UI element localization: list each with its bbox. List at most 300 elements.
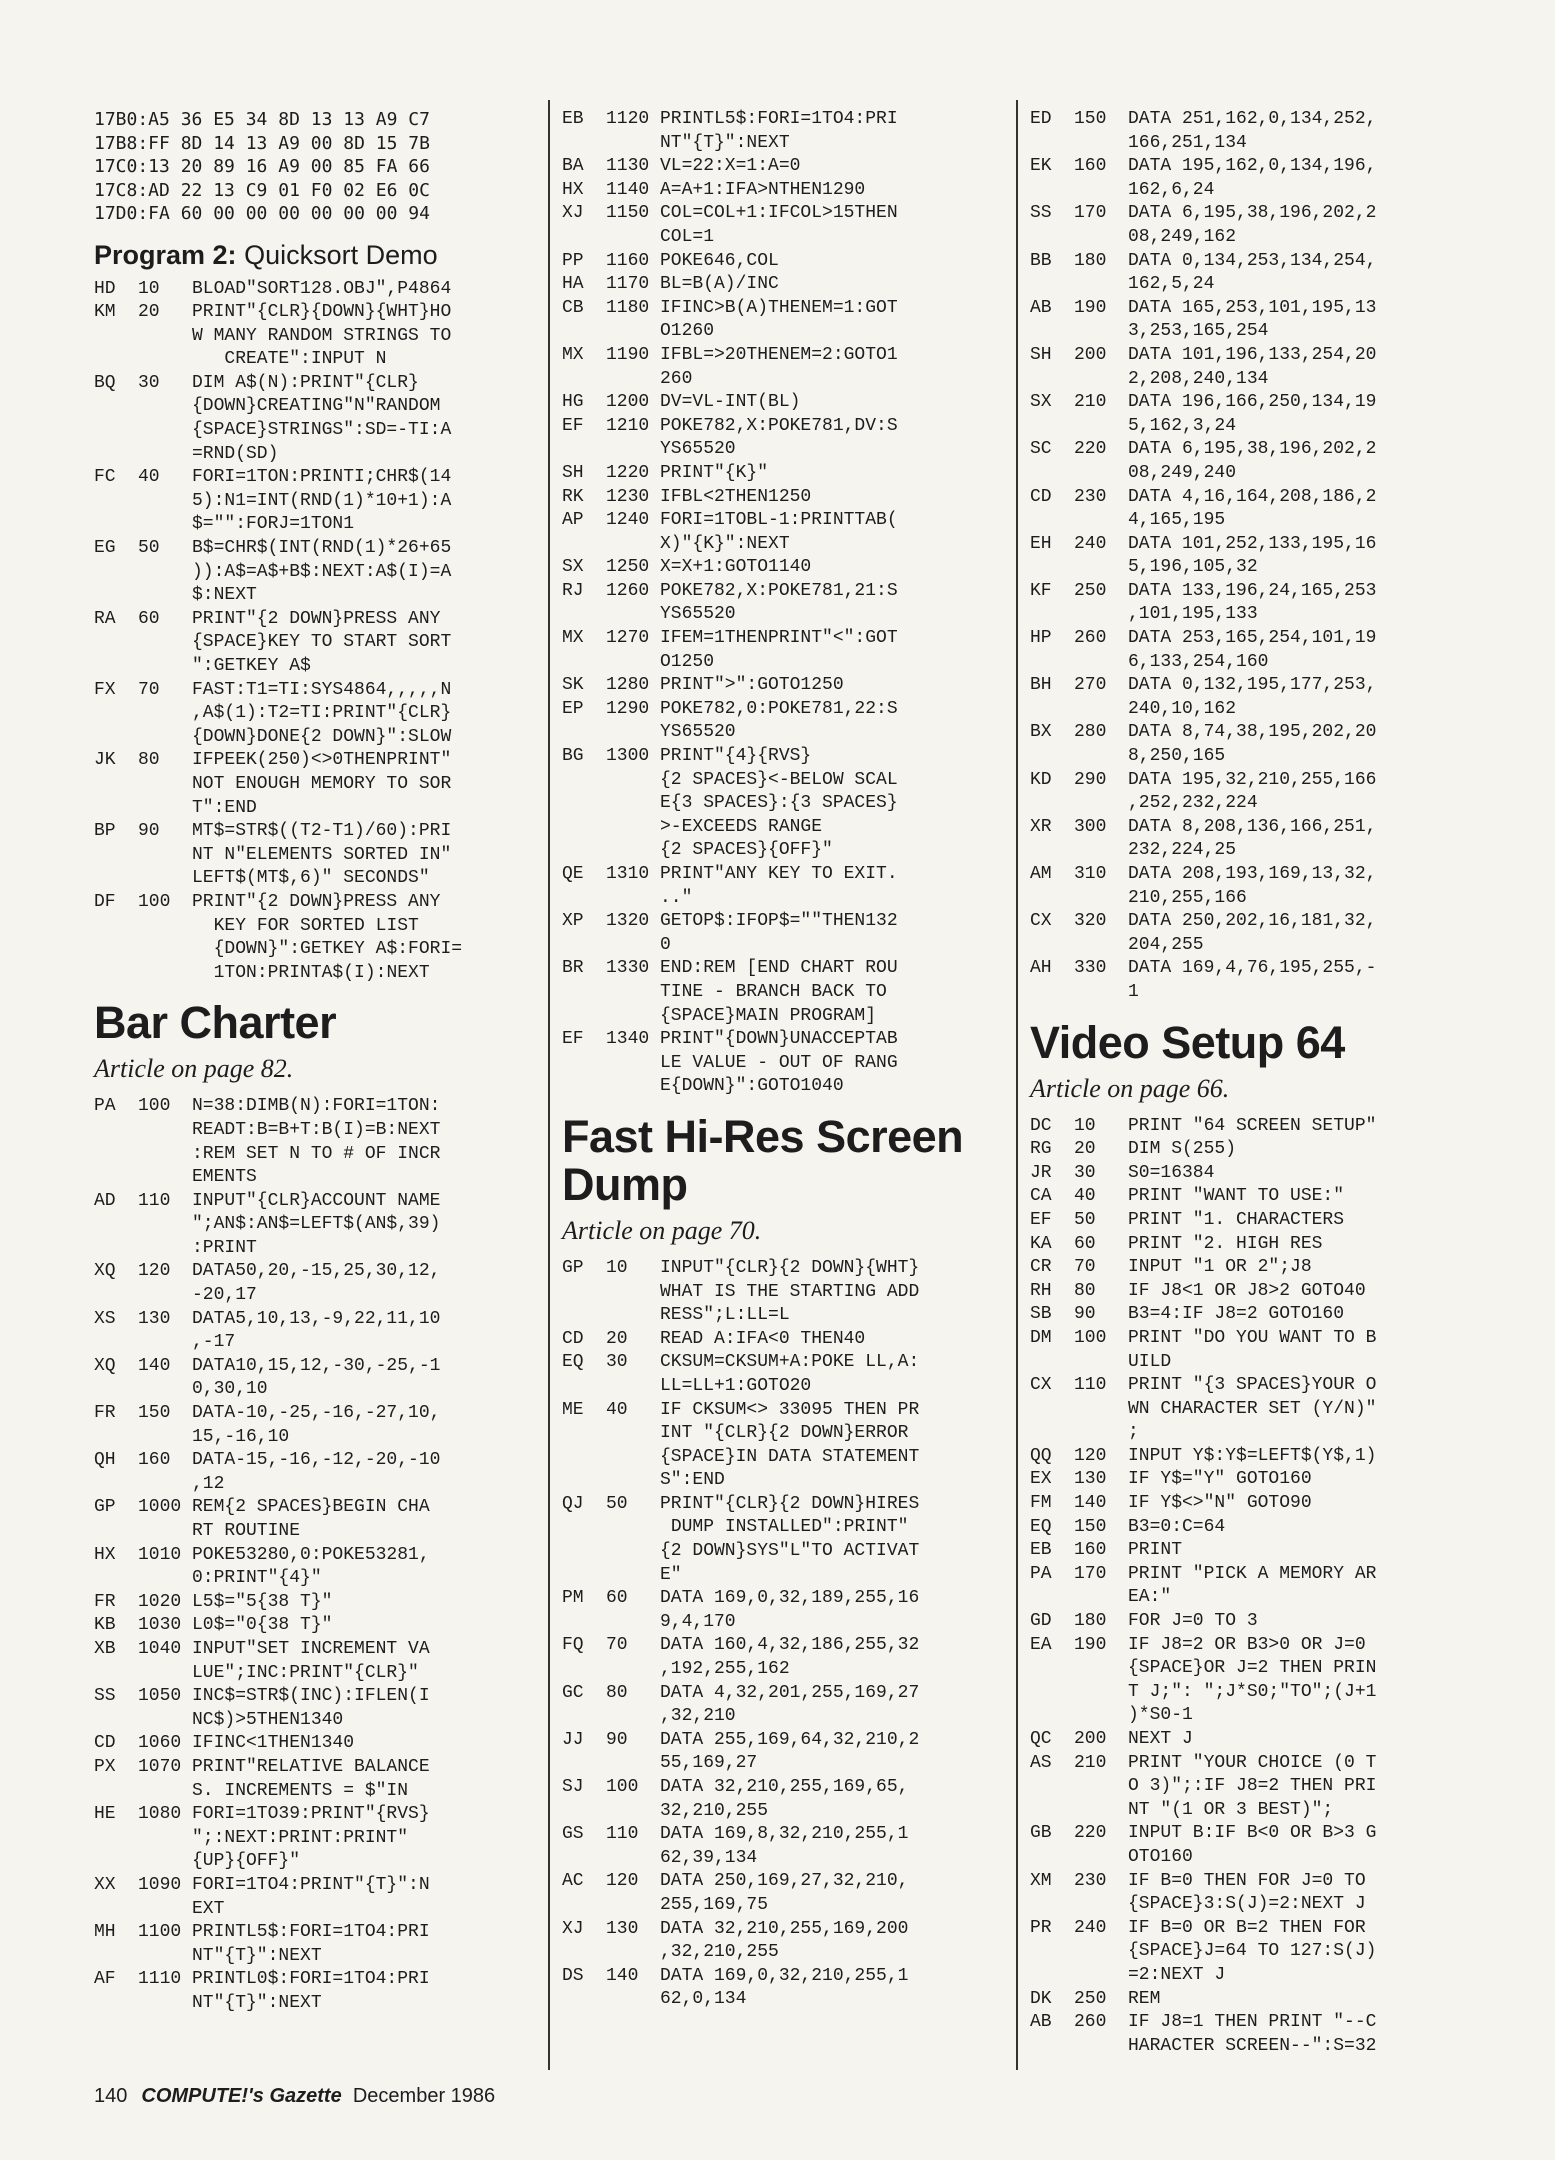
column-divider <box>1016 100 1018 2070</box>
checksum: FR <box>94 1591 116 1612</box>
line-number: 160 <box>1074 156 1107 177</box>
screen-dump-article-ref: Article on page 70. <box>562 1215 762 1245</box>
checksum: EX <box>1030 1469 1052 1490</box>
checksum: RJ <box>562 580 584 601</box>
code-text: NEXT J <box>1128 1729 1193 1749</box>
code-text: BL=B(A)/INC <box>660 274 779 295</box>
checksum: SK <box>562 675 584 696</box>
code-text: POKE782,X:POKE781,21:S YS65520 <box>660 580 898 625</box>
checksum: QE <box>562 864 584 884</box>
code-line <box>562 462 1014 486</box>
line-number: 70 <box>606 1635 628 1656</box>
code-line <box>1030 1327 1480 1374</box>
code-text: READ A:IFA<0 THEN40 <box>660 1328 866 1349</box>
code-text: B3=0:C=64 <box>1128 1516 1226 1537</box>
checksum: CB <box>562 297 584 318</box>
code-text: FORI=1TOBL-1:PRINTTAB( X)"{K}":NEXT <box>660 510 898 554</box>
code-text: DATA 169,8,32,210,255,1 62,39,134 <box>660 1824 909 1868</box>
line-number: 1300 <box>606 746 650 767</box>
code-text: DATA 250,202,16,181,32, 204,255 <box>1128 911 1377 955</box>
code-line <box>1030 816 1480 863</box>
checksum: EA <box>1030 1634 1052 1655</box>
code-text: DATA 101,196,133,254,20 2,208,240,134 <box>1128 344 1377 389</box>
line-number: 10 <box>138 278 160 299</box>
bar-charter-listing <box>94 1095 538 2015</box>
line-number: 1220 <box>606 462 650 483</box>
code-text: PRINT "1. CHARACTERS <box>1128 1209 1345 1230</box>
code-text: FORI=1TO4:PRINT"{T}":N EXT <box>192 1874 430 1919</box>
checksum: BR <box>562 958 584 979</box>
line-number: 250 <box>1074 1988 1107 2009</box>
line-number: 270 <box>1074 675 1107 696</box>
code-line <box>562 627 1014 674</box>
line-number: 130 <box>138 1308 171 1329</box>
code-line <box>1030 1610 1480 1634</box>
checksum: BA <box>562 156 584 177</box>
code-line <box>94 1638 538 1685</box>
checksum: SS <box>1030 203 1052 224</box>
code-text: PRINT"{CLR}{DOWN}{WHT}HO W MANY RANDOM STRINGS TO CREATE":INPUT N <box>192 302 452 370</box>
code-line <box>1030 1492 1480 1516</box>
line-number: 1330 <box>606 958 650 979</box>
checksum: PA <box>1030 1563 1052 1584</box>
line-number: 110 <box>1074 1375 1107 1396</box>
checksum: SX <box>562 557 584 578</box>
checksum: FR <box>94 1403 116 1424</box>
line-number: 180 <box>1074 250 1107 271</box>
code-text: POKE782,X:POKE781,DV:S YS65520 <box>660 415 898 460</box>
code-line <box>562 745 1014 863</box>
checksum: JK <box>94 750 116 771</box>
checksum: EK <box>1030 156 1052 177</box>
code-line <box>94 608 538 679</box>
line-number: 1110 <box>138 1969 182 1990</box>
code-line <box>1030 1822 1480 1869</box>
code-line <box>1030 1988 1480 2012</box>
code-text: INPUT"{CLR}ACCOUNT NAME ";AN$:AN$=LEFT$(AN$,39) :PRINT <box>192 1190 441 1258</box>
code-line <box>1030 344 1480 391</box>
code-line <box>562 202 1014 249</box>
line-number: 1050 <box>138 1686 182 1707</box>
line-number: 30 <box>1074 1162 1096 1183</box>
line-number: 80 <box>606 1682 628 1703</box>
line-number: 230 <box>1074 486 1107 507</box>
line-number: 1000 <box>138 1497 182 1518</box>
line-number: 1250 <box>606 557 650 578</box>
code-text: PRINT">":GOTO1250 <box>660 675 844 696</box>
line-number: 170 <box>1074 1563 1107 1584</box>
code-text: DATA10,15,12,-30,-25,-1 0,30,10 <box>192 1355 441 1400</box>
line-number: 230 <box>1074 1870 1107 1891</box>
checksum: GC <box>562 1682 584 1703</box>
code-text: IF J8=1 THEN PRINT "--C HARACTER SCREEN--":S=32 <box>1128 2012 1377 2056</box>
code-line <box>94 278 538 302</box>
page-footer <box>94 2085 495 2108</box>
code-text: FORI=1TO39:PRINT"{RVS} ";:NEXT:PRINT:PRINT" {UP}{OFF}" <box>192 1804 430 1872</box>
code-text: PRINT"{CLR}{2 DOWN}HIRES DUMP INSTALLED":PRINT" {2 DOWN}SYS"L"TO ACTIVAT E" <box>660 1493 920 1585</box>
line-number: 60 <box>606 1588 628 1609</box>
line-number: 110 <box>138 1190 171 1211</box>
code-line <box>1030 438 1480 485</box>
checksum: CD <box>1030 486 1052 507</box>
code-text: PRINT"ANY KEY TO EXIT. .." <box>660 864 898 908</box>
checksum: QQ <box>1030 1445 1052 1466</box>
code-text: IFPEEK(250)<>0THENPRINT" NOT ENOUGH MEMORY TO SOR T":END <box>192 750 452 818</box>
code-line <box>1030 1468 1480 1492</box>
code-line <box>562 1634 1014 1681</box>
code-line <box>562 1965 1014 2012</box>
code-line <box>94 1591 538 1615</box>
code-text: PRINT "YOUR CHOICE (0 T O 3)";:IF J8=2 THEN PRI NT "(1 OR 3 BEST)"; <box>1128 1752 1377 1820</box>
checksum: FX <box>94 679 116 700</box>
line-number: 150 <box>138 1403 171 1424</box>
code-line <box>94 372 538 466</box>
checksum: HD <box>94 278 116 299</box>
line-number: 120 <box>1074 1445 1107 1466</box>
checksum: EP <box>562 698 584 719</box>
checksum: QC <box>1030 1729 1052 1749</box>
checksum: XM <box>1030 1870 1052 1891</box>
code-line <box>1030 2011 1480 2058</box>
code-text: INPUT Y$:Y$=LEFT$(Y$,1) <box>1128 1445 1377 1466</box>
code-text: FAST:T1=TI:SYS4864,,,,,N ,A$(1):T2=TI:PRINT"{CLR} {DOWN}DONE{2 DOWN}":SLOW <box>192 679 452 747</box>
line-number: 1060 <box>138 1733 182 1754</box>
line-number: 330 <box>1074 958 1107 979</box>
code-line <box>562 1399 1014 1493</box>
code-text: INC$=STR$(INC):IFLEN(I NC$)>5THEN1340 <box>192 1686 430 1730</box>
line-number: 1010 <box>138 1544 182 1565</box>
line-number: 150 <box>1074 109 1107 129</box>
line-number: 1270 <box>606 628 650 649</box>
line-number: 140 <box>138 1355 171 1376</box>
checksum: GD <box>1030 1611 1052 1632</box>
code-text: IF B=0 THEN FOR J=0 TO {SPACE}3:S(J)=2:NEXT J <box>1128 1870 1366 1915</box>
code-text: DATA50,20,-15,25,30,12, -20,17 <box>192 1261 441 1306</box>
checksum: KF <box>1030 580 1052 601</box>
code-text: DATA 4,16,164,208,186,2 4,165,195 <box>1128 486 1377 531</box>
checksum: XP <box>562 911 584 932</box>
checksum: XJ <box>562 1918 584 1939</box>
code-text: DATA 169,0,32,189,255,16 9,4,170 <box>660 1588 920 1632</box>
line-number: 220 <box>1074 1823 1107 1844</box>
code-line <box>562 1918 1014 1965</box>
checksum: SH <box>562 462 584 483</box>
checksum: QJ <box>562 1493 584 1514</box>
code-line <box>1030 1303 1480 1327</box>
checksum: CA <box>1030 1186 1052 1207</box>
line-number: 130 <box>1074 1469 1107 1490</box>
line-number: 170 <box>1074 203 1107 224</box>
code-line <box>562 1776 1014 1823</box>
code-text: BLOAD"SORT128.OBJ",P4864 <box>192 278 452 299</box>
code-text: DATA 0,134,253,134,254, 162,5,24 <box>1128 250 1377 295</box>
checksum: DC <box>1030 1115 1052 1136</box>
line-number: 30 <box>606 1352 628 1373</box>
code-text: IFEM=1THENPRINT"<":GOT O1250 <box>660 628 898 672</box>
code-line <box>562 910 1014 957</box>
magazine-name: COMPUTE!'s Gazette <box>141 2085 342 2107</box>
screen-dump-title <box>562 1110 1014 1210</box>
line-number: 1230 <box>606 486 650 507</box>
code-text: DATA 251,162,0,134,252, 166,251,134 <box>1128 109 1377 153</box>
line-number: 20 <box>138 302 160 323</box>
code-text: DATA 169,0,32,210,255,1 62,0,134 <box>660 1965 909 2010</box>
code-text: END:REM [END CHART ROU TINE - BRANCH BACK TO {SPACE}MAIN PROGRAM] <box>660 958 898 1026</box>
code-text: PRINT "{3 SPACES}YOUR O WN CHARACTER SET (Y/N)" ; <box>1128 1375 1377 1443</box>
line-number: 50 <box>606 1493 628 1514</box>
checksum: XJ <box>562 203 584 224</box>
checksum: MX <box>562 628 584 649</box>
line-number: 160 <box>138 1450 171 1471</box>
code-text: DATA 196,166,250,134,19 5,162,3,24 <box>1128 392 1377 436</box>
page-number: 140 <box>94 2085 128 2107</box>
line-number: 20 <box>606 1328 628 1349</box>
code-line <box>1030 721 1480 768</box>
line-number: 210 <box>1074 1752 1107 1773</box>
line-number: 10 <box>606 1257 628 1278</box>
checksum: XX <box>94 1874 116 1895</box>
code-line <box>562 1328 1014 1352</box>
code-line <box>1030 1209 1480 1233</box>
program2-label: Program 2: <box>94 239 237 270</box>
code-line <box>562 1682 1014 1729</box>
code-text: DIM A$(N):PRINT"{CLR} {DOWN}CREATING"N"RANDOM {SPACE}STRINGS":SD=-TI:A =RND(SD) <box>192 372 452 464</box>
screen-dump-listing <box>562 1257 1014 2012</box>
checksum: FM <box>1030 1493 1052 1514</box>
line-number: 160 <box>1074 1540 1107 1561</box>
line-number: 100 <box>606 1777 639 1797</box>
checksum: PX <box>94 1756 116 1777</box>
code-text: DATA 8,74,38,195,202,20 8,250,165 <box>1128 722 1377 767</box>
column-3 <box>1030 108 1480 2058</box>
line-number: 310 <box>1074 864 1107 884</box>
code-text: DATA5,10,13,-9,22,11,10 ,-17 <box>192 1308 441 1353</box>
line-number: 300 <box>1074 816 1107 837</box>
code-line <box>562 344 1014 391</box>
checksum: EG <box>94 538 116 559</box>
code-line <box>1030 1162 1480 1186</box>
column-1 <box>94 108 538 2015</box>
hex-line: 17C0:13 20 89 16 A9 00 85 FA 66 <box>94 156 430 177</box>
checksum: HX <box>562 179 584 200</box>
checksum: AS <box>1030 1752 1052 1773</box>
code-text: IFINC>B(A)THENEM=1:GOT O1260 <box>660 297 898 342</box>
checksum: AB <box>1030 2012 1052 2033</box>
hex-line: 17D0:FA 60 00 00 00 00 00 00 94 <box>94 203 430 224</box>
line-number: 1100 <box>138 1922 182 1943</box>
code-text: S0=16384 <box>1128 1162 1215 1183</box>
code-text: POKE782,0:POKE781,22:S YS65520 <box>660 698 898 743</box>
line-number: 120 <box>138 1261 171 1282</box>
code-line <box>562 863 1014 910</box>
code-line <box>1030 533 1480 580</box>
code-text: PRINT "DO YOU WANT TO B UILD <box>1128 1327 1377 1372</box>
line-number: 60 <box>1074 1233 1096 1254</box>
code-line <box>1030 1516 1480 1540</box>
code-text: DIM S(255) <box>1128 1139 1237 1160</box>
code-text: PRINT"{K}" <box>660 462 769 483</box>
line-number: 150 <box>1074 1516 1107 1537</box>
code-text: DATA-15,-16,-12,-20,-10 ,12 <box>192 1450 441 1494</box>
code-text: MT$=STR$((T2-T1)/60):PRI NT N"ELEMENTS SORTED IN" LEFT$(MT$,6)" SECONDS" <box>192 821 452 889</box>
code-line <box>94 1190 538 1261</box>
line-number: 1020 <box>138 1591 182 1612</box>
code-line <box>94 1803 538 1874</box>
code-line <box>1030 1280 1480 1304</box>
code-line <box>562 1351 1014 1398</box>
code-text: PRINT "64 SCREEN SETUP" <box>1128 1115 1377 1136</box>
checksum: AP <box>562 510 584 531</box>
code-line <box>562 1587 1014 1634</box>
bar-charter-article-ref: Article on page 82. <box>94 1054 294 1084</box>
checksum: PP <box>562 250 584 271</box>
checksum: DM <box>1030 1327 1052 1348</box>
checksum: CX <box>1030 1375 1052 1396</box>
line-number: 1190 <box>606 344 650 365</box>
code-line <box>1030 1115 1480 1139</box>
line-number: 260 <box>1074 628 1107 649</box>
checksum: ME <box>562 1399 584 1420</box>
code-line <box>94 679 538 750</box>
code-text: B$=CHR$(INT(RND(1)*26+65 )):A$=A$+B$:NEXT:A$(I)=A $:NEXT <box>192 538 452 606</box>
code-text: DATA 4,32,201,255,169,27 ,32,210 <box>660 1682 920 1727</box>
screen-dump-title-line1: Fast Hi-Res Screen <box>562 1110 964 1162</box>
code-line <box>94 1496 538 1543</box>
line-number: 210 <box>1074 392 1107 413</box>
checksum: EQ <box>1030 1516 1052 1537</box>
code-line <box>94 1402 538 1449</box>
program2-name: Quicksort Demo <box>244 239 438 270</box>
code-text: FOR J=0 TO 3 <box>1128 1611 1258 1632</box>
code-line <box>562 179 1014 203</box>
code-line <box>1030 1185 1480 1209</box>
checksum: XS <box>94 1308 116 1329</box>
code-text: IF J8=2 OR B3>0 OR J=0 {SPACE}OR J=2 THEN PRIN T J;": ";J*S0;"TO";(J+1 )*S0-1 <box>1128 1634 1377 1726</box>
code-text: IF B=0 OR B=2 THEN FOR {SPACE}J=64 TO 127:S(J) =2:NEXT J <box>1128 1917 1377 1985</box>
code-text: REM <box>1128 1988 1161 2009</box>
code-text: DATA-10,-25,-16,-27,10, 15,-16,10 <box>192 1403 441 1447</box>
code-text: INPUT"{CLR}{2 DOWN}{WHT} WHAT IS THE STARTING ADD RESS";L:LL=L <box>660 1257 920 1326</box>
line-number: 60 <box>138 608 160 629</box>
code-line <box>1030 1233 1480 1257</box>
program2-listing <box>94 278 538 986</box>
line-number: 1130 <box>606 156 650 177</box>
line-number: 50 <box>1074 1209 1096 1230</box>
line-number: 200 <box>1074 344 1107 365</box>
video-setup-title: Video Setup 64 <box>1030 1016 1345 1068</box>
code-line <box>1030 250 1480 297</box>
code-text: COL=COL+1:IFCOL>15THEN COL=1 <box>660 203 898 247</box>
checksum: GP <box>562 1257 584 1278</box>
code-line <box>1030 1563 1480 1610</box>
line-number: 90 <box>138 821 160 842</box>
code-text: INPUT "1 OR 2";J8 <box>1128 1257 1312 1278</box>
line-number: 1310 <box>606 864 650 884</box>
code-text: A=A+1:IFA>NTHEN1290 <box>660 179 866 200</box>
checksum: SS <box>94 1686 116 1707</box>
checksum: BP <box>94 821 116 842</box>
code-text: DATA 195,162,0,134,196, 162,6,24 <box>1128 156 1377 200</box>
line-number: 1040 <box>138 1638 182 1659</box>
checksum: JJ <box>562 1729 584 1750</box>
checksum: QH <box>94 1450 116 1471</box>
code-text: DATA 6,195,38,196,202,2 08,249,162 <box>1128 203 1377 247</box>
code-line <box>562 250 1014 274</box>
code-text: PRINT"{2 DOWN}PRESS ANY {SPACE}KEY TO START SORT ":GETKEY A$ <box>192 608 452 676</box>
checksum: AM <box>1030 864 1052 884</box>
code-text: DATA 160,4,32,186,255,32 ,192,255,162 <box>660 1635 920 1680</box>
checksum: EB <box>562 109 584 129</box>
checksum: AC <box>562 1871 584 1892</box>
checksum: SH <box>1030 344 1052 365</box>
code-text: VL=22:X=1:A=0 <box>660 156 801 177</box>
code-line <box>94 1544 538 1591</box>
code-text: IF J8<1 OR J8>2 GOTO40 <box>1128 1280 1366 1301</box>
code-text: IF Y$<>"N" GOTO90 <box>1128 1493 1312 1514</box>
video-setup-listing <box>1030 1115 1480 2059</box>
code-text: DATA 250,169,27,32,210, 255,169,75 <box>660 1871 909 1915</box>
code-text: PRINTL5$:FORI=1TO4:PRI NT"{T}":NEXT <box>192 1922 430 1966</box>
screen-dump-title-line2: Dump <box>562 1158 688 1210</box>
code-line <box>1030 863 1480 910</box>
checksum: AF <box>94 1969 116 1990</box>
checksum: FQ <box>562 1635 584 1656</box>
code-text: X=X+1:GOTO1140 <box>660 557 812 578</box>
code-line <box>1030 1445 1480 1469</box>
code-line <box>94 537 538 608</box>
line-number: 100 <box>1074 1327 1107 1348</box>
code-line <box>562 1257 1014 1328</box>
line-number: 50 <box>138 538 160 559</box>
code-text: DATA 133,196,24,165,253 ,101,195,133 <box>1128 580 1377 625</box>
code-line <box>562 155 1014 179</box>
checksum: GS <box>562 1824 584 1845</box>
code-line <box>1030 1138 1480 1162</box>
checksum: DF <box>94 891 116 912</box>
column-divider <box>548 100 550 2070</box>
bar-charter-title: Bar Charter <box>94 997 337 1049</box>
code-line <box>94 1732 538 1756</box>
checksum: PA <box>94 1096 116 1117</box>
code-line <box>1030 957 1480 1004</box>
code-line <box>94 1614 538 1638</box>
bar-charter-listing-continued <box>562 108 1014 1099</box>
code-text: FORI=1TON:PRINTI;CHR$(14 5):N1=INT(RND(1)*10+1):A $="":FORJ=1TON1 <box>192 467 452 535</box>
checksum: HP <box>1030 628 1052 649</box>
hex-line: 17C8:AD 22 13 C9 01 F0 02 E6 0C <box>94 179 430 201</box>
line-number: 1120 <box>606 109 650 129</box>
line-number: 90 <box>606 1729 628 1750</box>
code-line <box>1030 1374 1480 1445</box>
code-line <box>1030 155 1480 202</box>
code-line <box>1030 486 1480 533</box>
code-text: PRINTL5$:FORI=1TO4:PRI NT"{T}":NEXT <box>660 109 898 153</box>
checksum: RK <box>562 486 584 507</box>
code-line <box>1030 297 1480 344</box>
code-line <box>1030 108 1480 155</box>
checksum: AH <box>1030 958 1052 979</box>
code-line <box>562 556 1014 580</box>
code-text: PRINT "PICK A MEMORY AR EA:" <box>1128 1563 1377 1608</box>
line-number: 1340 <box>606 1029 650 1050</box>
checksum: KD <box>1030 769 1052 790</box>
code-text: PRINT"{2 DOWN}PRESS ANY KEY FOR SORTED LIST {DOWN}":GETKEY A$:FORI= 1TON:PRINTA$(I):NEXT <box>192 891 463 983</box>
issue-date: December 1986 <box>352 2085 496 2107</box>
code-text: DATA 0,132,195,177,253, 240,10,162 <box>1128 675 1377 719</box>
program2-heading <box>94 238 538 272</box>
code-text: PRINT <box>1128 1540 1183 1561</box>
code-line <box>562 297 1014 344</box>
